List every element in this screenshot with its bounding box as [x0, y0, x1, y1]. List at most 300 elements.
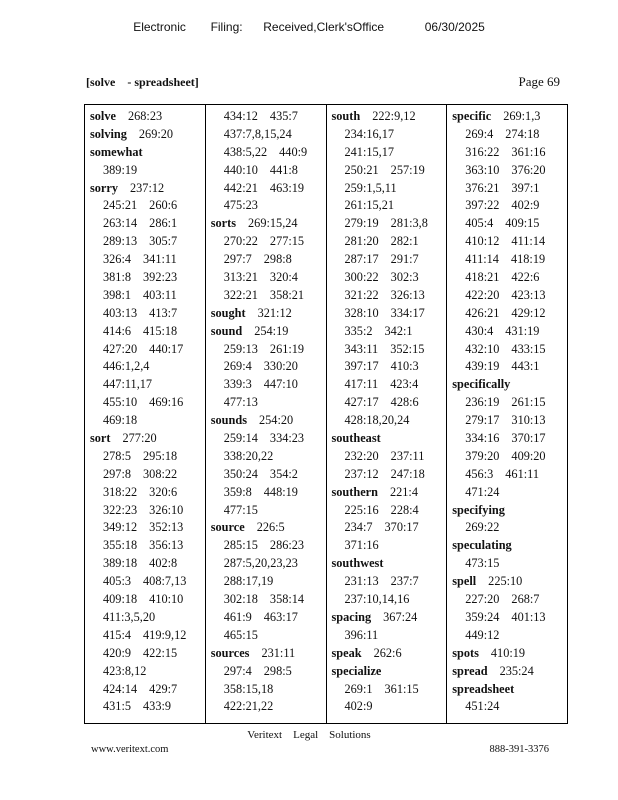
- page-line-ref: 334:17: [390, 305, 425, 320]
- index-entry: [90, 144, 205, 162]
- ref-line: [332, 305, 447, 323]
- page-line-ref: 326:10: [149, 502, 184, 517]
- ref-line: [452, 287, 567, 305]
- ref-line: [332, 358, 447, 376]
- page-line-ref: 232:20: [344, 448, 379, 463]
- ref-line: [211, 627, 326, 645]
- page-line-ref: 397:17: [344, 359, 379, 374]
- page-line-ref: 343:11: [344, 341, 379, 356]
- index-term: south: [331, 109, 361, 123]
- page-line-ref: 270:22: [223, 234, 258, 249]
- page-line-ref: 397:22: [465, 198, 500, 213]
- page-line-ref: 423:13: [511, 287, 546, 302]
- page-line-ref: 305:7: [149, 234, 178, 249]
- page-line-ref: 473:15: [465, 556, 500, 571]
- page-line-ref: 352:15: [390, 341, 425, 356]
- index-entry: [452, 573, 567, 591]
- ref-line: [211, 502, 326, 520]
- ref-line: [90, 394, 205, 412]
- ref-line: [90, 215, 205, 233]
- page-line-ref: 433:9: [143, 699, 172, 714]
- ref-line: [332, 681, 447, 699]
- ref-line: [452, 341, 567, 359]
- page-line-ref: 477:15: [223, 502, 258, 517]
- page-line-ref: 297:7: [223, 252, 252, 267]
- page-line-ref: 441:8: [269, 162, 298, 177]
- ref-line: [332, 323, 447, 341]
- page-line-ref: 361:15: [384, 681, 419, 696]
- page-line-ref: 418:19: [510, 252, 546, 267]
- ref-line: [90, 698, 205, 716]
- index-entry: [211, 305, 326, 323]
- index-term: spreadsheet: [452, 681, 515, 696]
- index-entry: [211, 323, 326, 341]
- page-line-ref: 245:21: [103, 198, 138, 213]
- page-line-ref: 321:22: [344, 287, 379, 302]
- index-column-1: [85, 105, 205, 723]
- ref-line: [332, 448, 447, 466]
- page-line-ref: 402:8: [149, 556, 178, 571]
- received-label: Received,Clerk'sOffice: [263, 20, 385, 34]
- index-term: source: [210, 520, 245, 535]
- index-entry: [211, 519, 326, 537]
- page-line-ref: 379:20: [465, 448, 500, 463]
- page-line-ref: 226:5: [256, 520, 285, 535]
- index-term: speak: [331, 645, 362, 660]
- page-line-ref: 446:1,2,4: [103, 359, 150, 374]
- index-term: spots: [452, 645, 479, 660]
- page-line-ref: 429:12: [511, 305, 546, 320]
- page-line-ref: 438:5,22: [223, 144, 268, 159]
- page-line-ref: 415:18: [143, 323, 178, 338]
- ref-line: [211, 484, 326, 502]
- ref-line: [332, 698, 447, 716]
- index-entry: [211, 412, 326, 430]
- page-line-ref: 269:20: [138, 126, 174, 141]
- page-line-ref: 257:19: [390, 162, 425, 177]
- ref-line: [452, 466, 567, 484]
- page-line-ref: 411:3,5,20: [103, 609, 156, 624]
- ref-line: [452, 305, 567, 323]
- page-line-ref: 431:19: [505, 323, 540, 338]
- page-line-ref: 231:13: [344, 574, 379, 589]
- ref-line: [332, 341, 447, 359]
- ref-line: [211, 287, 326, 305]
- ref-line: [211, 341, 326, 359]
- page-line-ref: 389:18: [103, 556, 138, 571]
- index-term: sought: [210, 305, 246, 320]
- page-line-ref: 449:12: [465, 627, 500, 642]
- page-line-ref: 358:14: [269, 592, 305, 607]
- index-term: specifying: [452, 502, 505, 517]
- ref-line: [90, 376, 205, 394]
- ref-line: [332, 376, 447, 394]
- page-line-ref: 259:14: [223, 431, 258, 446]
- ref-line: [90, 233, 205, 251]
- page-line-ref: 371:16: [344, 538, 379, 553]
- page-line-ref: 398:1: [103, 287, 132, 302]
- page-line-ref: 358:15,18: [223, 681, 274, 696]
- index-term: sort: [90, 431, 111, 446]
- ref-line: [452, 519, 567, 537]
- ref-line: [332, 502, 447, 520]
- page-line-ref: 318:22: [103, 484, 138, 499]
- page-line-ref: 261:15: [511, 395, 546, 410]
- ref-line: [211, 233, 326, 251]
- ref-line: [90, 645, 205, 663]
- index-term: sorry: [90, 180, 118, 195]
- index-entry: [332, 430, 447, 448]
- index-term: somewhat: [90, 144, 143, 159]
- ref-line: [332, 162, 447, 180]
- page-line-ref: 322:21: [223, 287, 258, 302]
- page-line-ref: 237:10,14,16: [344, 592, 410, 607]
- ref-line: [452, 126, 567, 144]
- page-line-ref: 328:10: [344, 305, 379, 320]
- index-entry: [332, 645, 447, 663]
- page-line-ref: 281:20: [344, 234, 379, 249]
- ref-line: [90, 251, 205, 269]
- ref-line: [452, 215, 567, 233]
- ref-line: [211, 144, 326, 162]
- index-entry: [452, 681, 567, 699]
- page-line-ref: 471:24: [465, 484, 500, 499]
- page-line-ref: 286:1: [149, 216, 178, 231]
- page-line-ref: 234:7: [344, 520, 373, 535]
- page-line-ref: 261:19: [269, 341, 305, 356]
- ref-line: [90, 448, 205, 466]
- ref-line: [211, 180, 326, 198]
- page-line-ref: 475:23: [223, 198, 258, 213]
- page-line-ref: 322:23: [103, 502, 138, 517]
- ref-line: [332, 537, 447, 555]
- page-line-ref: 389:19: [103, 162, 138, 177]
- ref-line: [211, 466, 326, 484]
- page-line-ref: 274:18: [505, 126, 540, 141]
- index-term: specifically: [452, 377, 511, 392]
- index-column-2: [205, 105, 326, 723]
- ref-line: [452, 144, 567, 162]
- page-line-ref: 423:4: [390, 377, 419, 392]
- ref-line: [90, 555, 205, 573]
- page-line-ref: 269:15,24: [248, 216, 298, 231]
- page-line-ref: 451:24: [465, 699, 500, 714]
- page-line-ref: 298:8: [263, 252, 292, 267]
- page-line-ref: 221:4: [389, 484, 418, 499]
- page-line-ref: 254:20: [259, 413, 294, 428]
- ref-line: [452, 555, 567, 573]
- index-term: sorts: [210, 216, 237, 231]
- index-term: sounds: [210, 413, 247, 428]
- index-entry: [332, 609, 447, 627]
- page-line-ref: 295:18: [143, 448, 178, 463]
- index-entry: [90, 108, 205, 126]
- page-line-ref: 422:15: [143, 645, 178, 660]
- ref-line: [452, 484, 567, 502]
- page-line-ref: 236:19: [465, 395, 500, 410]
- index-term: solving: [90, 126, 127, 141]
- index-range: [solve - spreadsheet]: [86, 75, 199, 89]
- page-line-ref: 269:4: [223, 359, 252, 374]
- index-entry: [211, 645, 326, 663]
- index-term: spell: [452, 574, 477, 589]
- page-line-ref: 302:18: [223, 592, 258, 607]
- page-line-ref: 228:4: [390, 502, 419, 517]
- page-line-ref: 403:13: [103, 305, 138, 320]
- ref-line: [90, 197, 205, 215]
- page-line-ref: 278:5: [103, 448, 132, 463]
- page-line-ref: 401:13: [511, 609, 546, 624]
- index-term: sources: [210, 645, 250, 660]
- page-line-ref: 279:19: [344, 216, 379, 231]
- index-entry: [90, 180, 205, 198]
- ref-line: [211, 126, 326, 144]
- ref-line: [452, 627, 567, 645]
- index-term: specialize: [331, 663, 382, 678]
- ref-line: [452, 251, 567, 269]
- page-line-ref: 297:8: [103, 466, 132, 481]
- index-term: speculating: [452, 538, 512, 553]
- page-line-ref: 443:1: [511, 359, 540, 374]
- ref-line: [90, 519, 205, 537]
- page-line-ref: 414:6: [103, 323, 132, 338]
- page-line-ref: 456:3: [465, 466, 494, 481]
- ref-line: [452, 412, 567, 430]
- ref-line: [90, 537, 205, 555]
- page-line-ref: 428:6: [390, 395, 419, 410]
- ref-line: [90, 502, 205, 520]
- page-line-ref: 447:11,17: [103, 377, 153, 392]
- page-line-ref: 279:17: [465, 413, 500, 428]
- index-term: spacing: [331, 609, 372, 624]
- page-line-ref: 308:22: [143, 466, 178, 481]
- phone-number: 888-391-3376: [489, 744, 549, 755]
- page-line-ref: 356:13: [149, 538, 184, 553]
- page-line-ref: 430:4: [465, 323, 494, 338]
- index-entry: [332, 555, 447, 573]
- page-line-ref: 302:3: [390, 270, 419, 285]
- page-line-ref: 261:15,21: [344, 198, 395, 213]
- page-line-ref: 335:2: [344, 323, 373, 338]
- page-line-ref: 277:15: [269, 234, 305, 249]
- page-line-ref: 225:10: [488, 574, 523, 589]
- page-line-ref: 402:9: [344, 699, 373, 714]
- ref-line: [332, 519, 447, 537]
- page-line-ref: 402:9: [511, 198, 540, 213]
- ref-line: [211, 162, 326, 180]
- page-line-ref: 439:19: [465, 359, 500, 374]
- page-line-ref: 259:13: [223, 341, 258, 356]
- page-line-ref: 269:1: [344, 681, 373, 696]
- page-line-ref: 235:24: [499, 663, 534, 678]
- ref-line: [90, 358, 205, 376]
- index-entry: [452, 663, 567, 681]
- ref-line: [332, 627, 447, 645]
- page-line-ref: 420:9: [103, 645, 132, 660]
- ref-line: [211, 609, 326, 627]
- page-line-ref: 268:7: [511, 592, 540, 607]
- website-link[interactable]: www.veritext.com: [91, 744, 169, 755]
- page-line-ref: 455:10: [103, 395, 138, 410]
- page-line-ref: 313:21: [223, 270, 258, 285]
- page-line-ref: 359:8: [223, 484, 252, 499]
- page-line-ref: 403:11: [143, 287, 177, 302]
- page-line-ref: 234:16,17: [344, 126, 395, 141]
- page-line-ref: 349:12: [103, 520, 138, 535]
- page-line-ref: 237:12: [130, 180, 165, 195]
- page-line-ref: 330:20: [263, 359, 298, 374]
- index-entry: [452, 502, 567, 520]
- ref-line: [452, 180, 567, 198]
- page-line-ref: 408:7,13: [143, 574, 187, 589]
- index-term: southern: [331, 484, 378, 499]
- ref-line: [332, 180, 447, 198]
- page-line-ref: 410:10: [149, 592, 184, 607]
- index-term: spread: [452, 663, 488, 678]
- page-line-ref: 286:23: [269, 538, 305, 553]
- page-line-ref: 359:24: [465, 609, 500, 624]
- page-line-ref: 405:3: [103, 574, 132, 589]
- page-line-ref: 409:15: [505, 216, 540, 231]
- electronic-filing-stamp: [0, 20, 618, 34]
- page-line-ref: 254:19: [254, 323, 289, 338]
- page-line-ref: 409:18: [103, 592, 138, 607]
- ref-line: [90, 627, 205, 645]
- page-line-ref: 370:17: [511, 431, 546, 446]
- page-line-ref: 320:6: [149, 484, 178, 499]
- page-line-ref: 298:5: [263, 663, 292, 678]
- ref-line: [452, 358, 567, 376]
- page-line-ref: 411:14: [465, 252, 499, 267]
- ref-line: [452, 233, 567, 251]
- ref-line: [211, 358, 326, 376]
- page-line-ref: 461:11: [505, 466, 539, 481]
- ref-line: [332, 591, 447, 609]
- ref-line: [452, 698, 567, 716]
- ref-line: [452, 162, 567, 180]
- page-line-ref: 424:14: [103, 681, 138, 696]
- page-line-ref: 427:20: [103, 341, 138, 356]
- page-line-ref: 477:13: [223, 395, 258, 410]
- page-line-ref: 422:20: [465, 287, 500, 302]
- page-line-ref: 262:6: [373, 645, 402, 660]
- page-line-ref: 282:1: [390, 234, 419, 249]
- page-line-ref: 269:4: [465, 126, 494, 141]
- page-line-ref: 225:16: [344, 502, 379, 517]
- page-line-ref: 432:10: [465, 341, 500, 356]
- ref-line: [452, 269, 567, 287]
- ref-line: [332, 251, 447, 269]
- page-line-ref: 277:20: [122, 431, 157, 446]
- page-line-ref: 469:18: [103, 413, 138, 428]
- page-line-ref: 247:18: [390, 466, 425, 481]
- page-line-ref: 250:21: [344, 162, 379, 177]
- ref-line: [452, 197, 567, 215]
- page-line-ref: 440:9: [279, 144, 308, 159]
- page-line-ref: 269:22: [465, 520, 500, 535]
- page-line-ref: 410:19: [490, 645, 526, 660]
- page-line-ref: 376:20: [511, 162, 546, 177]
- page-line-ref: 434:12: [223, 109, 258, 123]
- ref-line: [211, 269, 326, 287]
- ref-line: [452, 430, 567, 448]
- page-line-ref: 422:6: [511, 270, 540, 285]
- ref-line: [332, 233, 447, 251]
- page-line-ref: 354:2: [269, 466, 298, 481]
- page-line-ref: 361:16: [511, 144, 546, 159]
- page-line-ref: 392:23: [143, 270, 178, 285]
- page-line-ref: 417:11: [344, 377, 379, 392]
- page-line-ref: 281:3,8: [390, 216, 428, 231]
- page-line-ref: 429:7: [149, 681, 178, 696]
- ref-line: [90, 269, 205, 287]
- ref-line: [90, 681, 205, 699]
- ref-line: [211, 698, 326, 716]
- ref-line: [211, 573, 326, 591]
- page-line-ref: 326:13: [390, 287, 425, 302]
- page-line-ref: 397:1: [511, 180, 540, 195]
- page-line-ref: 440:17: [149, 341, 184, 356]
- ref-line: [90, 323, 205, 341]
- filing-colon-label: Filing:: [210, 20, 243, 34]
- index-entry: [211, 215, 326, 233]
- page-line-ref: 237:12: [344, 466, 379, 481]
- page-line-ref: 427:17: [344, 395, 379, 410]
- page-line-ref: 415:4: [103, 627, 132, 642]
- ref-line: [211, 430, 326, 448]
- page-line-ref: 321:12: [257, 305, 292, 320]
- ref-line: [332, 412, 447, 430]
- company-name: Veritext Legal Solutions: [247, 729, 371, 741]
- page-line-ref: 227:20: [465, 592, 500, 607]
- ref-line: [211, 555, 326, 573]
- filing-date: 06/30/2025: [424, 20, 485, 34]
- ref-line: [452, 591, 567, 609]
- ref-line: [90, 609, 205, 627]
- index-column-4: [446, 105, 567, 723]
- page-line-ref: 355:18: [103, 538, 138, 553]
- page-line-ref: 423:8,12: [103, 663, 147, 678]
- page-line-ref: 437:7,8,15,24: [223, 126, 292, 141]
- page-line-ref: 413:7: [149, 305, 178, 320]
- page-line-ref: 440:10: [223, 162, 258, 177]
- page-line-ref: 435:7: [269, 109, 298, 123]
- page-line-ref: 237:11: [390, 448, 425, 463]
- ref-line: [211, 376, 326, 394]
- page-line-ref: 426:21: [465, 305, 500, 320]
- ref-line: [90, 573, 205, 591]
- ref-line: [211, 394, 326, 412]
- ref-line: [332, 215, 447, 233]
- ref-line: [211, 663, 326, 681]
- ref-line: [452, 323, 567, 341]
- page-line-ref: 350:24: [223, 466, 258, 481]
- page-line-ref: 259:1,5,11: [344, 180, 397, 195]
- index-term: southwest: [331, 556, 384, 571]
- index-entry: [332, 484, 447, 502]
- ref-line: [332, 269, 447, 287]
- page-line-ref: 269:1,3: [503, 109, 541, 123]
- page-line-ref: 339:3: [223, 377, 252, 392]
- filing-label: Electronic: [133, 20, 186, 34]
- index-term: solve: [90, 109, 116, 123]
- ref-line: [332, 126, 447, 144]
- ref-line: [90, 663, 205, 681]
- page-line-ref: 237:7: [390, 574, 419, 589]
- page-line-ref: 358:21: [269, 287, 305, 302]
- page-line-ref: 288:17,19: [223, 574, 274, 589]
- page-line-ref: 448:19: [263, 484, 298, 499]
